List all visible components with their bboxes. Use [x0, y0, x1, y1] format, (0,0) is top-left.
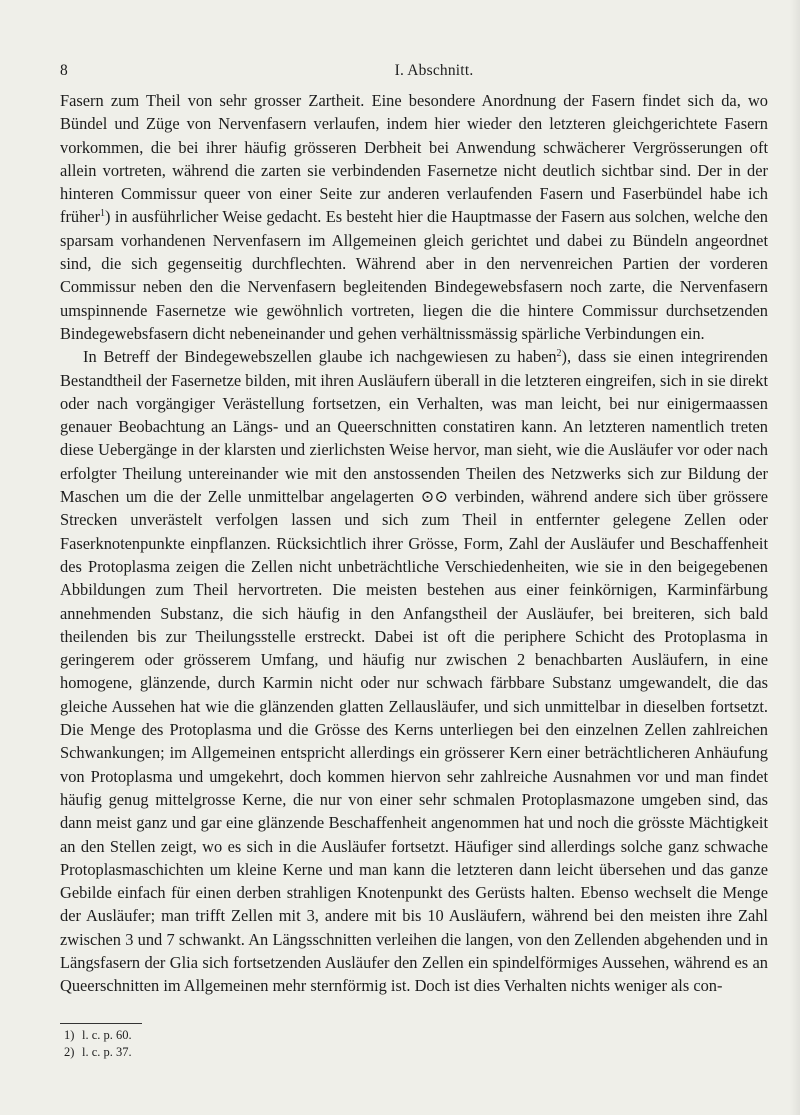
- page-edge-shadow: [790, 0, 800, 1115]
- text-run: ), dass sie einen integrirenden Bestandtheil der Fasernetze bilden, mit ihren Ausläufern überall in die letzteren eingreifen, sich in sie direkt oder nach vorgängiger Verästellung fortsetzen, ein Verhalten, was man leicht, bei nur einigermaassen genauer Beobachtung an Längs- und an Queerschnitten constatiren kann. An letzteren namentlich treten diese Uebergänge in der klarsten und zierlichsten Weise hervor, man sieht, wie die Ausläufer vor oder nach erfolgter Theilung untereinander wie mit den anstossenden Theilen des Netzwerks sich zur Bildung der Maschen um die der Zelle unmittelbar angelagerten ⊙⊙ verbinden, während andere sich über grössere Strecken unverästelt verfolgen lassen und sich zum Theil in entfernter gelegene Zellen oder Faserknotenpunkte einpflanzen. Rücksichtlich ihrer Grösse, Form, Zahl der Ausläufer und Beschaffenheit des Protoplasma zeigen die Zellen nicht unbeträchtliche Verschiedenheiten, wie sie in den beigegebenen Abbildungen zum Theil hervortreten. Die meisten bestehen aus einer feinkörnigen, Karminfärbung annehmenden Substanz, die sich häufig in den Anfangstheil der Ausläufer, bei breiteren, sich bald theilenden bis zur Theilungsstelle erstreckt. Dabei ist oft die periphere Schicht des Protoplasma in geringerem oder grösserem Umfang, und häufig nur zwischen 2 benachbarten Ausläufern, in eine homogene, glänzende, durch Karmin nicht oder nur schwach färbbare Substanz umgewandelt, die das gleiche Aussehen hat wie die glänzenden glatten Zellausläufer, und sich unmittelbar in dieselben fortsetzt. Die Menge des Protoplasma und die Grösse des Kerns unterliegen bei den einzelnen Zellen zahlreichen Schwankungen; im Allgemeinen entspricht allerdings ein grösserer Kern einer beträchtlicheren Anhäufung von Protoplasma und umgekehrt, doch kommen hiervon sehr zahlreiche Ausnahmen vor und man findet häufig genug mittelgrosse Kerne, die nur von einer sehr schmalen Protoplasmazone umgeben sind, das dann meist ganz und gar eine glänzende Beschaffenheit angenommen hat und noch die grösste Mächtigkeit an den Stellen zeigt, wo es sich in die Ausläufer fortsetzt. Häufiger sind allerdings solche ganz schwache Protoplasmaschichten um kleine Kerne und man kann die letzteren dann leicht übersehen und das ganze Gebilde einfach für einen derben strahligen Knotenpunkt des Gerüsts halten. Ebenso wechselt die Menge der Ausläufer; man trifft Zellen mit 3, andere mit bis 10 Ausläufern, während bei den meisten ihre Zahl zwischen 3 und 7 schwankt. An Längsschnitten verleihen die langen, von den Zellenden abgehenden und in Längsfasern der Glia sich fortsetzenden Ausläufer den Zellen ein spindelförmiges Aussehen, während es an Queerschnitten im Allgemeinen mehr sternförmig ist. Doch ist dies Verhalten nichts weniger als con-: [60, 347, 768, 996]
- paragraph: [60, 345, 768, 997]
- text-run: ) in ausführlicher Weise gedacht. Es besteht hier die Hauptmasse der Fasern aus solchen, welche den sparsam vorhandenen Nervenfasern im Allgemeinen gleich gerichtet und dabei zu Bündeln angeordnet sind, die sich gegenseitig durchflechten. Während aber in den nervenreichen Partien der vorderen Commissur neben den die Nervenfasern begleitenden Bindegewebsfasern noch zarte, die Nervenfasern umspinnende Fasernetze wie gewöhnlich vortreten, liegen die die hintere Commissur durchsetzenden Bindegewebsfasern dicht nebeneinander und gehen verhältnissmässig spärliche Verbindungen ein.: [60, 207, 768, 343]
- body-text: [60, 89, 768, 998]
- footnote-reference: 1: [100, 208, 106, 220]
- footnote: [60, 1027, 132, 1044]
- footnote-text: l. c. p. 60.: [82, 1028, 132, 1042]
- page-number: 8: [60, 62, 68, 79]
- footnote-marker: 1): [64, 1028, 75, 1042]
- text-run: In Betreff der Bindegewebszellen glaube ich nachgewiesen zu haben: [83, 347, 557, 367]
- footnote-marker: 2): [64, 1045, 75, 1059]
- text-run: Fasern zum Theil von sehr grosser Zartheit. Eine besondere Anordnung der Fasern findet sich da, wo Bündel und Züge von Nervenfasern verlaufen, indem hier wieder den letzteren gleichgerichtete Fasern vorkommen, die bei ihrer häufig grösseren Derbheit bei Anwendung schwächerer Vergrösserungen oft allein vortreten, während die zarten sie verbindenden Fasernetze nicht deutlich sichtbar sind. Der in der hinteren Commissur queer von einer Seite zur anderen verlaufenden Fasern und Faserbündel habe ich früher: [60, 91, 768, 227]
- running-head: [60, 62, 768, 86]
- footnote-divider: [60, 1023, 142, 1024]
- footnote-reference: 2: [556, 348, 562, 360]
- paragraph: [60, 89, 768, 345]
- footnote: [60, 1044, 132, 1061]
- footnotes: [60, 1027, 132, 1061]
- section-title: I. Abschnitt.: [394, 62, 474, 79]
- footnote-text: l. c. p. 37.: [82, 1045, 132, 1059]
